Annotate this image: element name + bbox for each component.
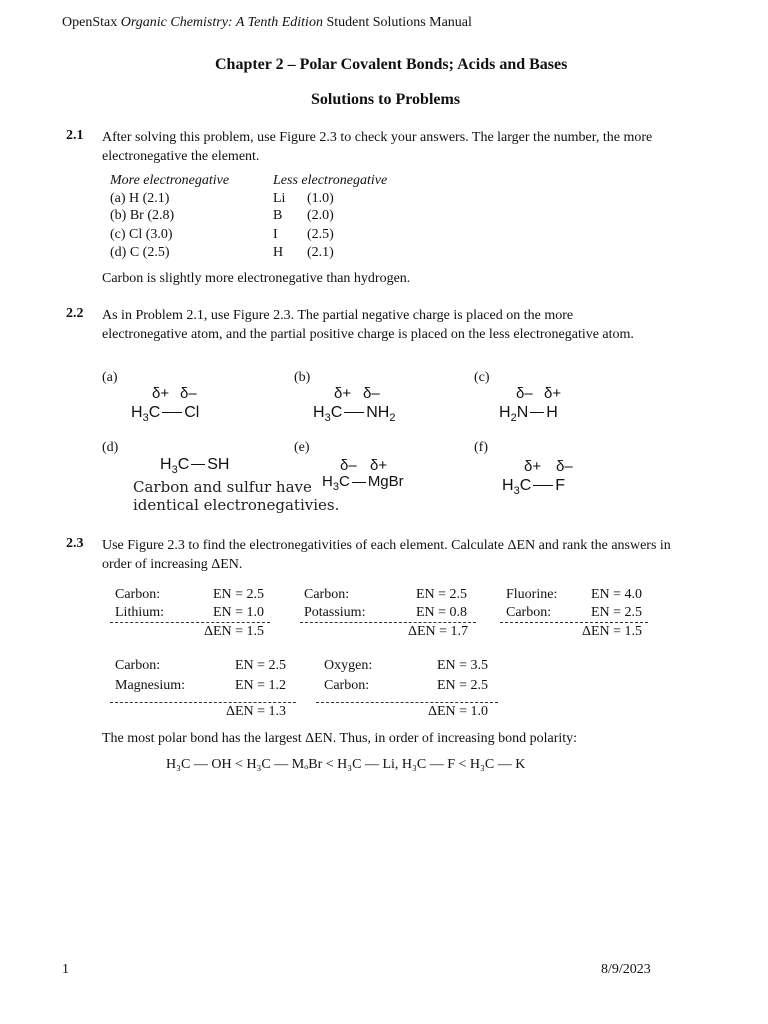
atom: MgBr [367,473,404,490]
element-name: Oxygen: [324,658,373,673]
en-row-left: (d) C (2.5) [110,245,170,260]
en-row-left: (c) Cl (3.0) [110,227,173,242]
atom: Cl [184,404,200,421]
header-book-title: Organic Chemistry: A Tenth Edition [120,15,323,30]
en-value: EN = 2.5 [591,605,643,620]
en-row [110,208,174,224]
delta-plus-c: δ+ [544,385,562,402]
element-name: Carbon: [115,587,161,602]
part-label-b: (b) [294,370,311,385]
en-row-el: H [273,245,284,260]
subscript: 3 [324,412,331,425]
delta-en-result: ΔEN = 1.3 [226,704,287,719]
delta-plus-f: δ+ [524,458,542,475]
atom: C [519,477,532,494]
divider-line [300,622,476,623]
subscript: 3 [171,464,178,477]
en-value: EN = 1.0 [213,605,265,620]
header-pre: OpenStax [62,15,118,30]
en-value: EN = 2.5 [235,658,287,673]
en-row-val: (2.1) [307,245,334,260]
col-less-electronegative-heading: Less electronegative [273,173,388,188]
bond-line [530,412,544,413]
col-more-electronegative-heading: More electronegative [110,173,230,188]
en-value: EN = 4.0 [591,587,643,602]
bond-line [191,464,205,465]
element-name: Lithium: [115,605,164,620]
part-label-f: (f) [474,440,488,455]
atom: H [499,404,511,421]
atom: SH [207,456,230,473]
problem-2-3-text: Use Figure 2.3 to find the electronegativities of each element. Calculate ΔEN and rank the answers in order of increasing ΔEN. [102,538,671,572]
running-header [62,15,472,31]
delta-minus-e: δ– [340,457,357,474]
atom: N [516,404,529,421]
atom: C [177,456,190,473]
footer-date: 8/9/2023 [601,962,651,977]
atom: H [160,456,172,473]
en-value: EN = 3.5 [437,658,489,673]
element-name: Fluorine: [506,587,558,602]
part-label-c: (c) [474,370,490,385]
polarity-ranking: H₃C — OH < H₃C — MₒBr < H₃C — Li, H₃C — F < H₃C — K [166,757,526,772]
en-row-el: Li [273,191,286,206]
bond-line [344,412,364,413]
atom: H [131,404,143,421]
problem-2-3-conclusion: The most polar bond has the largest ΔEN. Thus, in order of increasing bond polarity: [102,731,578,746]
divider-line [110,622,270,623]
subscript: 2 [510,412,517,425]
subscript: 3 [513,485,520,498]
problem-number-2-2: 2.2 [66,306,84,321]
delta-en-result: ΔEN = 1.0 [428,704,489,719]
atom: H [322,473,333,490]
en-value: EN = 0.8 [416,605,468,620]
en-row-val: (1.0) [307,191,334,206]
molecule-h3c-cl [131,404,199,424]
divider-line [500,622,648,623]
en-row-left: (b) Br (2.8) [110,208,175,223]
problem-number-2-3: 2.3 [66,536,84,551]
header-post: Student Solutions Manual [326,15,472,30]
element-name: Carbon: [324,678,370,693]
en-row-left: (a) H (2.1) [110,191,170,206]
en-row-el: B [273,208,283,223]
problem-2-1-text: After solving this problem, use Figure 2.3 to check your answers. The larger the number, the more electronegative the element. [102,130,653,164]
delta-minus-a: δ– [180,385,197,402]
en-row [110,245,170,261]
delta-minus-f: δ– [556,458,573,475]
problem-2-2-text: As in Problem 2.1, use Figure 2.3. The partial negative charge is placed on the more electronegative atom, and the partial positive charge is placed on the less electronegative atom. [102,308,634,342]
bond-line [352,482,366,483]
en-row [110,227,173,243]
problem-2-1-note: Carbon is slightly more electronegative than hydrogen. [102,271,411,286]
atom: H [502,477,514,494]
note-line-1: Carbon and sulfur have [133,478,312,496]
part-label-e: (e) [294,440,310,455]
delta-en-result: ΔEN = 1.5 [582,624,643,639]
element-name: Carbon: [115,658,161,673]
en-value: EN = 2.5 [437,678,489,693]
page-number: 1 [62,962,69,977]
atom: NH [366,404,390,421]
delta-minus-b: δ– [363,385,380,402]
molecule-h3c-nh2 [313,404,395,424]
problem-number-2-1: 2.1 [66,128,84,143]
en-row-el: I [273,227,278,242]
atom: C [330,404,343,421]
element-name: Carbon: [506,605,552,620]
en-value: EN = 2.5 [416,587,468,602]
note-line-2: identical electronegativies. [133,496,340,514]
subscript: 3 [332,481,339,493]
en-value: EN = 1.2 [235,678,287,693]
divider-line [316,702,498,703]
atom: F [555,477,566,494]
part-label-d: (d) [102,440,119,455]
subscript: 3 [142,412,149,425]
atom: C [338,473,350,490]
molecule-h2n-h [499,404,558,424]
en-row-val: (2.0) [307,208,334,223]
delta-plus-a: δ+ [152,385,170,402]
molecule-h3c-mgbr [322,473,404,493]
molecule-h3c-sh [160,456,229,476]
chapter-title: Chapter 2 – Polar Covalent Bonds; Acids and Bases [215,56,568,73]
delta-plus-b: δ+ [334,385,352,402]
bond-line [162,412,182,413]
en-value: EN = 2.5 [213,587,265,602]
element-name: Potassium: [304,605,366,620]
delta-plus-e: δ+ [370,457,388,474]
element-name: Magnesium: [115,678,185,693]
molecule-h3c-f [502,477,565,497]
part-label-a: (a) [102,370,118,385]
element-name: Carbon: [304,587,350,602]
atom: C [148,404,161,421]
atom: H [313,404,325,421]
delta-en-result: ΔEN = 1.7 [408,624,469,639]
bond-line [533,485,553,486]
atom: H [546,404,558,421]
en-row [110,191,169,207]
delta-en-result: ΔEN = 1.5 [204,624,265,639]
divider-line [110,702,296,703]
en-row-val: (2.5) [307,227,334,242]
subscript: 2 [389,412,396,425]
section-subtitle: Solutions to Problems [311,91,461,108]
delta-minus-c: δ– [516,385,533,402]
